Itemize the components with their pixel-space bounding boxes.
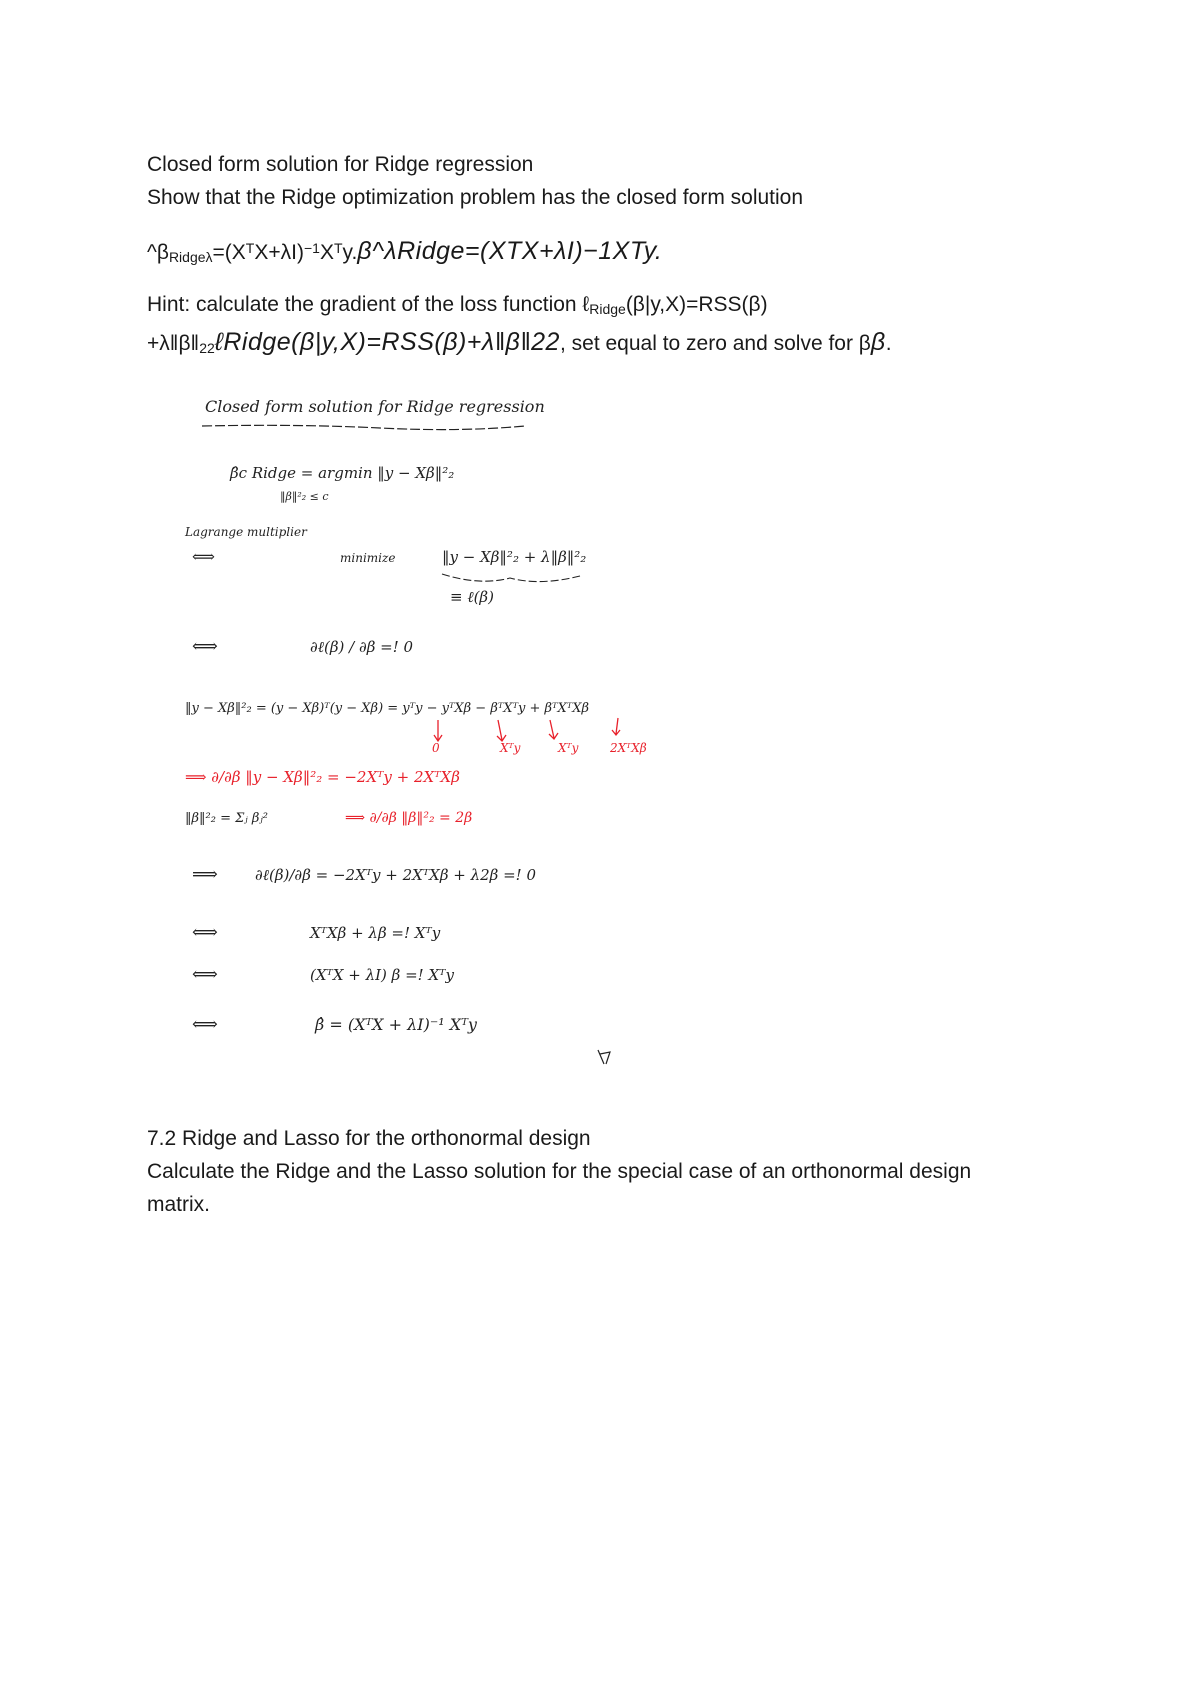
closed-form-formula: $\^{}\beta Ridge\lambda=(X^TX+\lambda I)^{-1}X^Ty.\beta\^{}\lambda Ridge=(XTX+\lambda I)-1XTy$. [147,237,663,265]
qed-mark [598,1050,610,1064]
notes-arrow3: ⟹ [192,864,218,885]
instruction-text: Show that the Ridge optimization problem has the closed form solution [147,186,804,209]
section2-instruction-continued: matrix. [147,1193,210,1216]
notes-arrow4: ⟺ [192,922,218,943]
notes-red-derivative: ⟹ ∂/∂β ‖y − Xβ‖²₂ = −2Xᵀy + 2XᵀXβ [185,768,460,786]
hint-text: Hint: calculate the gradient of the loss function ℓRidge(β|y,X)=RSS(β) [147,293,768,317]
red-term: Xᵀy [558,741,579,755]
notes-beta-def: β̂c Ridge = argmin ‖y − Xβ‖²₂ [230,464,455,482]
notes-grad-eq: ∂ℓ(β) / ∂β =! 0 [310,638,414,656]
notes-arrow6: ⟺ [192,1014,218,1035]
red-term: 2XᵀXβ [610,741,647,755]
red-derivative-terms [432,741,647,755]
notes-constraint: ‖β‖²₂ ≤ c [280,490,329,503]
notes-red-norm-grad: ⟹ ∂/∂β ‖β‖²₂ = 2β [345,810,473,826]
notes-objective: ‖y − Xβ‖²₂ + λ‖β‖²₂ [442,548,587,566]
red-term: Xᵀy [500,741,521,755]
notes-result: β̂ = (XᵀX + λI)⁻¹ Xᵀy [315,1015,477,1034]
notes-step1: XᵀXβ + λβ =! Xᵀy [310,924,441,942]
notes-minimize: minimize [340,551,396,565]
notes-lagrange: Lagrange multiplier [185,525,307,539]
section2-title: 7.2 Ridge and Lasso for the orthonormal design [147,1127,591,1150]
red-arrows [434,718,620,741]
handwritten-derivation [180,390,700,1080]
notes-arrow1: ⟺ [192,547,215,566]
notes-expand: ‖y − Xβ‖²₂ = (y − Xβ)ᵀ(y − Xβ) = yᵀy − yᵀXβ − βᵀXᵀy + βᵀXᵀXβ [185,701,589,716]
notes-title: Closed form solution for Ridge regression [205,397,545,416]
notes-step2: (XᵀX + λI) β =! Xᵀy [310,966,454,984]
notes-loss-def: ≡ ℓ(β) [450,588,494,606]
notes-arrow5: ⟺ [192,964,218,985]
notes-grad-full: ∂ℓ(β)/∂β = −2Xᵀy + 2XᵀXβ + λ2β =! 0 [255,866,537,884]
red-term: 0 [432,741,440,755]
notes-norm-def: ‖β‖²₂ = Σⱼ βⱼ² [185,811,269,826]
section-title: Closed form solution for Ridge regression [147,153,534,176]
notes-arrow2: ⟺ [192,636,218,657]
hint-text-continued: +λ‖β‖22ℓRidge(β|y,X)=RSS(β)+λ‖β‖22, set equal to zero and solve for ββ. [147,328,892,356]
section2-instruction: Calculate the Ridge and the Lasso solution for the special case of an orthonormal design [147,1160,972,1183]
